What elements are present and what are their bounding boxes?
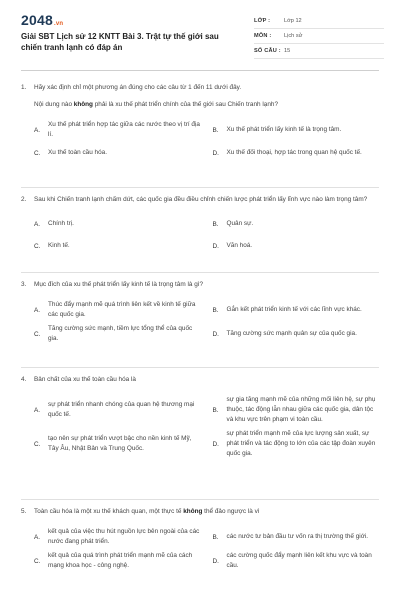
question-number: 5. bbox=[21, 508, 27, 515]
option-c[interactable] bbox=[34, 322, 201, 346]
option-letter: B. bbox=[212, 533, 219, 541]
question-4 bbox=[21, 374, 379, 461]
option-b[interactable] bbox=[213, 298, 380, 322]
meta-label: SỐ CÂU : bbox=[254, 48, 281, 54]
option-letter: D. bbox=[212, 557, 219, 565]
option-b[interactable] bbox=[213, 393, 380, 427]
answer-options bbox=[34, 118, 379, 164]
option-c[interactable] bbox=[34, 235, 201, 257]
option-text: sự gia tăng mạnh mẽ của những mối liên hệ, sự phụ thuộc, tác động lẫn nhau giữa các quốc gia, dân tộc và khu vực trên phạm vi toàn cầu. bbox=[226, 396, 376, 423]
question-number: 4. bbox=[21, 376, 27, 383]
option-d[interactable] bbox=[213, 549, 380, 573]
question-3 bbox=[21, 279, 379, 346]
answer-options bbox=[34, 213, 379, 257]
meta-row-class bbox=[254, 14, 384, 29]
option-c[interactable] bbox=[34, 142, 201, 164]
question-divider bbox=[21, 272, 379, 273]
option-text: Tăng cường sức mạnh, tiềm lực tổng thể của quốc gia. bbox=[48, 325, 193, 342]
question-5 bbox=[21, 506, 379, 573]
option-d[interactable] bbox=[213, 427, 380, 461]
option-letter: C. bbox=[34, 557, 41, 565]
option-letter: A. bbox=[34, 126, 41, 134]
question-number: 3. bbox=[21, 281, 27, 288]
meta-value[interactable]: Lịch sử bbox=[284, 33, 303, 39]
meta-label: LỚP : bbox=[254, 18, 271, 24]
option-text: Quân sự. bbox=[226, 220, 254, 227]
meta-value[interactable]: Lớp 12 bbox=[284, 18, 302, 24]
option-letter: B. bbox=[212, 406, 219, 414]
option-b[interactable] bbox=[213, 213, 380, 235]
question-number: 2. bbox=[21, 196, 27, 203]
option-a[interactable] bbox=[34, 525, 201, 549]
meta-row-count bbox=[254, 44, 384, 59]
option-a[interactable] bbox=[34, 118, 201, 142]
option-d[interactable] bbox=[213, 235, 380, 257]
answer-options bbox=[34, 298, 379, 346]
option-text: kết quả của việc thu hút nguồn lực bên ngoài của các nước đang phát triển. bbox=[48, 528, 200, 545]
question-text: Hãy xác định chỉ một phương án đúng cho các câu từ 1 đến 11 dưới đây. bbox=[34, 84, 242, 91]
option-d[interactable] bbox=[213, 142, 380, 164]
option-letter: C. bbox=[34, 440, 41, 448]
option-letter: A. bbox=[34, 220, 41, 228]
option-text: sự phát triển mạnh mẽ của lực lượng sản xuất, sự phát triển và tác động to lớn của các tập đoàn xuyên quốc gia. bbox=[226, 430, 376, 457]
option-a[interactable] bbox=[34, 298, 201, 322]
option-letter: B. bbox=[212, 306, 219, 314]
option-text: Tăng cường sức mạnh quân sự của quốc gia. bbox=[226, 330, 357, 337]
site-logo[interactable]: 2048.vn bbox=[21, 12, 64, 28]
option-d[interactable] bbox=[213, 322, 380, 346]
question-subtext: Nội dung nào không phải là xu thế phát triển chính của thế giới sau Chiến tranh lạnh? bbox=[34, 101, 278, 108]
meta-row-subject bbox=[254, 29, 384, 44]
option-letter: B. bbox=[212, 220, 219, 228]
option-text: kết quả của quá trình phát triển mạnh mẽ của cách mạng khoa học - công nghệ. bbox=[48, 552, 193, 569]
option-text: Xu thế toàn cầu hóa. bbox=[48, 149, 107, 156]
question-divider bbox=[21, 499, 379, 500]
option-letter: A. bbox=[34, 533, 41, 541]
question-2 bbox=[21, 194, 379, 257]
meta-info bbox=[254, 14, 384, 59]
option-text: Xu thế phát triển hợp tác giữa các nước theo vị trí địa lí. bbox=[48, 121, 200, 138]
option-c[interactable] bbox=[34, 549, 201, 573]
question-text: Bản chất của xu thế toàn cầu hóa là bbox=[34, 376, 136, 383]
meta-label: MÔN : bbox=[254, 33, 272, 39]
question-1 bbox=[21, 82, 379, 164]
header-divider bbox=[21, 70, 379, 71]
option-letter: D. bbox=[212, 149, 219, 157]
answer-options bbox=[34, 393, 379, 461]
option-letter: C. bbox=[34, 330, 41, 338]
option-text: Xu thế đối thoại, hợp tác trong quan hệ quốc tế. bbox=[226, 149, 362, 156]
question-stem bbox=[21, 194, 379, 205]
meta-value: 15 bbox=[284, 48, 291, 54]
option-text: Kinh tế. bbox=[48, 242, 70, 249]
option-a[interactable] bbox=[34, 213, 201, 235]
option-letter: D. bbox=[212, 440, 219, 448]
option-b[interactable] bbox=[213, 525, 380, 549]
question-stem bbox=[21, 279, 379, 290]
question-text: Sau khi Chiến tranh lạnh chấm dứt, các quốc gia đều điều chỉnh chiến lược phát triển lấy lĩnh vực nào làm trọng tâm? bbox=[34, 196, 368, 203]
page-title: Giải SBT Lịch sử 12 KNTT Bài 3. Trật tự thế giới sau chiến tranh lạnh có đáp án bbox=[21, 32, 219, 52]
option-letter: A. bbox=[34, 406, 41, 414]
option-text: Gắn kết phát triển kinh tế với các lĩnh vực khác. bbox=[226, 306, 362, 313]
question-number: 1. bbox=[21, 84, 27, 91]
question-stem bbox=[21, 374, 379, 385]
option-b[interactable] bbox=[213, 118, 380, 142]
option-letter: C. bbox=[34, 149, 41, 157]
option-text: các nước tư bản đầu tư vốn ra thị trường thế giới. bbox=[226, 533, 369, 540]
option-letter: B. bbox=[212, 126, 219, 134]
option-letter: C. bbox=[34, 242, 41, 250]
option-text: tạo nên sự phát triển vượt bậc cho nền kinh tế Mỹ, Tây Âu, Nhật Bản và Trung Quốc. bbox=[48, 435, 192, 452]
option-text: Xu thế phát triển lấy kinh tế là trọng tâm. bbox=[226, 126, 342, 133]
question-divider bbox=[21, 187, 379, 188]
option-c[interactable] bbox=[34, 427, 201, 461]
option-letter: D. bbox=[212, 330, 219, 338]
question-text: Toàn cầu hóa là một xu thế khách quan, một thực tế không thể đảo ngược là vì bbox=[34, 508, 260, 515]
answer-options bbox=[34, 525, 379, 573]
option-text: Thúc đẩy mạnh mẽ quá trình liên kết về kinh tế giữa các quốc gia. bbox=[48, 301, 196, 318]
option-a[interactable] bbox=[34, 393, 201, 427]
option-letter: A. bbox=[34, 306, 41, 314]
question-stem bbox=[21, 506, 379, 517]
question-stem bbox=[21, 82, 379, 93]
page-header bbox=[0, 0, 400, 66]
option-letter: D. bbox=[212, 242, 219, 250]
option-text: sự phát triển nhanh chóng của quan hệ thương mại quốc tế. bbox=[48, 401, 195, 418]
question-divider bbox=[21, 367, 379, 368]
option-text: các cường quốc đẩy mạnh liên kết khu vực và toàn cầu. bbox=[226, 552, 372, 569]
option-text: Văn hoá. bbox=[226, 242, 253, 249]
question-text: Mục đích của xu thế phát triển lấy kinh tế là trọng tâm là gì? bbox=[34, 281, 204, 288]
option-text: Chính trị. bbox=[48, 220, 74, 227]
